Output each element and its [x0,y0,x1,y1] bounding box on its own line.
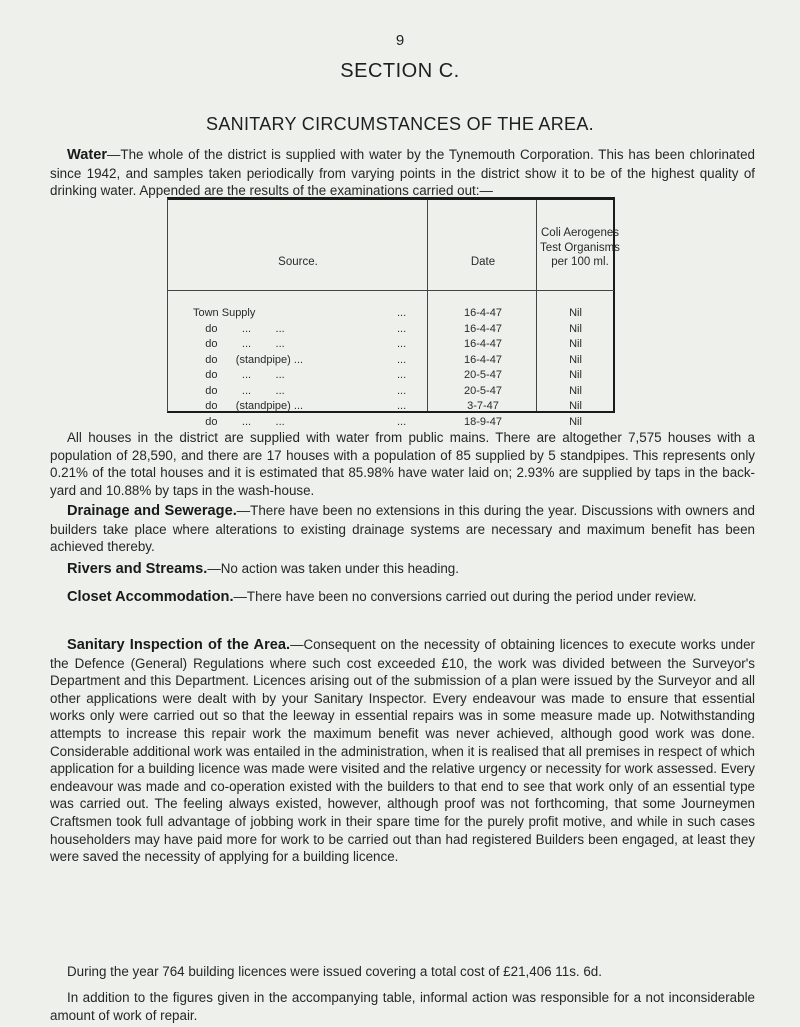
cell-date: 16-4-47 [464,338,502,350]
cell-date: 20-5-47 [464,384,502,397]
cell-source: do ... ... [193,415,285,428]
page-number: 9 [395,32,405,49]
water-text: —The whole of the district is supplied with water by the Tynemouth Corporation. This has been chlorinated since 1942, and samples taken periodically from varying points in the district show it to be of the highest quality of drinking water. Appended are the results of the examinations carried out:— [50,147,755,199]
cell-date: 16-4-47 [464,353,502,366]
cell-source: do (standpipe) ... [193,353,304,366]
cell-result: Nil [569,400,582,412]
cell-date: 18-9-47 [464,415,502,428]
cell-result: Nil [569,353,582,366]
cell-source: do ... ... [193,338,285,350]
cell-dots: ... [397,384,407,397]
cell-result: Nil [569,384,582,397]
cell-result: Nil [569,307,582,319]
inspection-text: —Consequent on the necessity of obtaining licences to execute works under the Defence (General) Regulations where such cost exceeded £10, the work was divided between the Surveyor's Department and this Department. Licences arising out of the submission of a plan were issued by the Surveyor and all other applications were dealt with by your Sanitary Inspector. Every endeavour was made to ensure that essential works only were carried out so that the leeway in essential repairs was in some measure made up. Notwithstanding attempts to increase this repair work the maximum benefit was never achieved, although good work was done. Considerable additional work was entailed in the administration, when it is realised that all premises in respect of which application for a building licence was made were visited and the relative urgency or necessity for work assessed. Every endeavour was made and co-operation existed with the builders to that end to see that work only of an essential type was carried out. The feeling always existed, however, although proof was not forthcoming, that some Journeymen Craftsmen took full advantage of jobbing work in their spare time for the purely profit motive, and while in such cases householders may have paid more for work to be carried out than had registered Builders been engaged, at least they were saved the necessity of applying for a building licence. [50,637,755,865]
cell-result: Nil [569,415,582,428]
water-heading: Water [67,147,108,163]
drainage-heading: Drainage and Sewerage. [67,503,237,519]
cell-date: 20-5-47 [464,369,502,381]
table-row [168,368,614,384]
cell-dots: ... [397,400,407,412]
table-row [168,399,614,415]
cell-result: Nil [569,369,582,381]
cell-source: do (standpipe) ... [193,400,304,412]
rivers-text: —No action was taken under this heading. [207,561,459,576]
cell-source: do ... ... [193,384,285,397]
cell-source: Town Supply [193,307,256,319]
cell-dots: ... [397,415,407,428]
cell-source: do ... ... [193,369,285,381]
rivers-heading: Rivers and Streams. [67,561,208,577]
rivers-paragraph [50,560,755,579]
table-row [168,322,614,338]
cell-dots: ... [397,369,407,381]
inspection-paragraph [50,636,755,866]
drainage-text: —There have been no extensions in this during the year. Discussions with owners and builders take place where alterations to existing drainage systems are necessary and maximum benefit has been achieved thereby. [50,503,755,555]
addition-paragraph: In addition to the figures given in the accompanying table, informal action was responsible for a not inconsiderable amount of work of repair. [50,990,755,1023]
table-body [168,306,614,430]
section-title: SECTION C. [340,60,460,82]
cell-date: 16-4-47 [464,322,502,335]
drainage-paragraph [50,502,755,556]
licences-paragraph: During the year 764 building licences were issued covering a total cost of £21,406 11s. 6d. [67,964,602,979]
houses-paragraph: All houses in the district are supplied with water from public mains. There are altogether 7,575 houses with a population of 28,590, and there are 17 houses with a population of 85 supplied by 5 standpipes. This represents only 0.21% of the total houses and it is estimated that 85.98% have water laid on; 2.93% are supplied by taps in the back-yard and 10.88% by taps in the wash-house. [50,430,755,498]
cell-date: 3-7-47 [467,400,499,412]
closet-heading: Closet Accommodation. [67,589,234,605]
table-row [168,353,614,369]
closet-text: —There have been no conversions carried out during the period under review. [233,589,697,604]
cell-dots: ... [397,353,407,366]
inspection-heading: Sanitary Inspection of the Area. [67,637,291,653]
cell-dots: ... [397,338,407,350]
table-row [168,415,614,431]
header-source: Source. [278,256,318,268]
cell-result: Nil [569,338,582,350]
water-results-table [167,197,620,428]
cell-result: Nil [569,322,582,335]
cell-date: 16-4-47 [464,307,502,319]
table-row [168,337,614,353]
document-title: SANITARY CIRCUMSTANCES OF THE AREA. [206,114,594,134]
table-row [168,306,614,322]
cell-dots: ... [397,322,407,335]
header-coli: Coli Aerogenes Test Organisms per 100 ml. [540,227,620,268]
closet-paragraph [50,588,755,607]
header-date: Date [470,256,496,268]
table-header-rule [168,290,614,291]
cell-dots: ... [397,307,407,319]
table-row [168,384,614,400]
cell-source: do ... ... [193,322,285,335]
water-paragraph [50,146,755,200]
